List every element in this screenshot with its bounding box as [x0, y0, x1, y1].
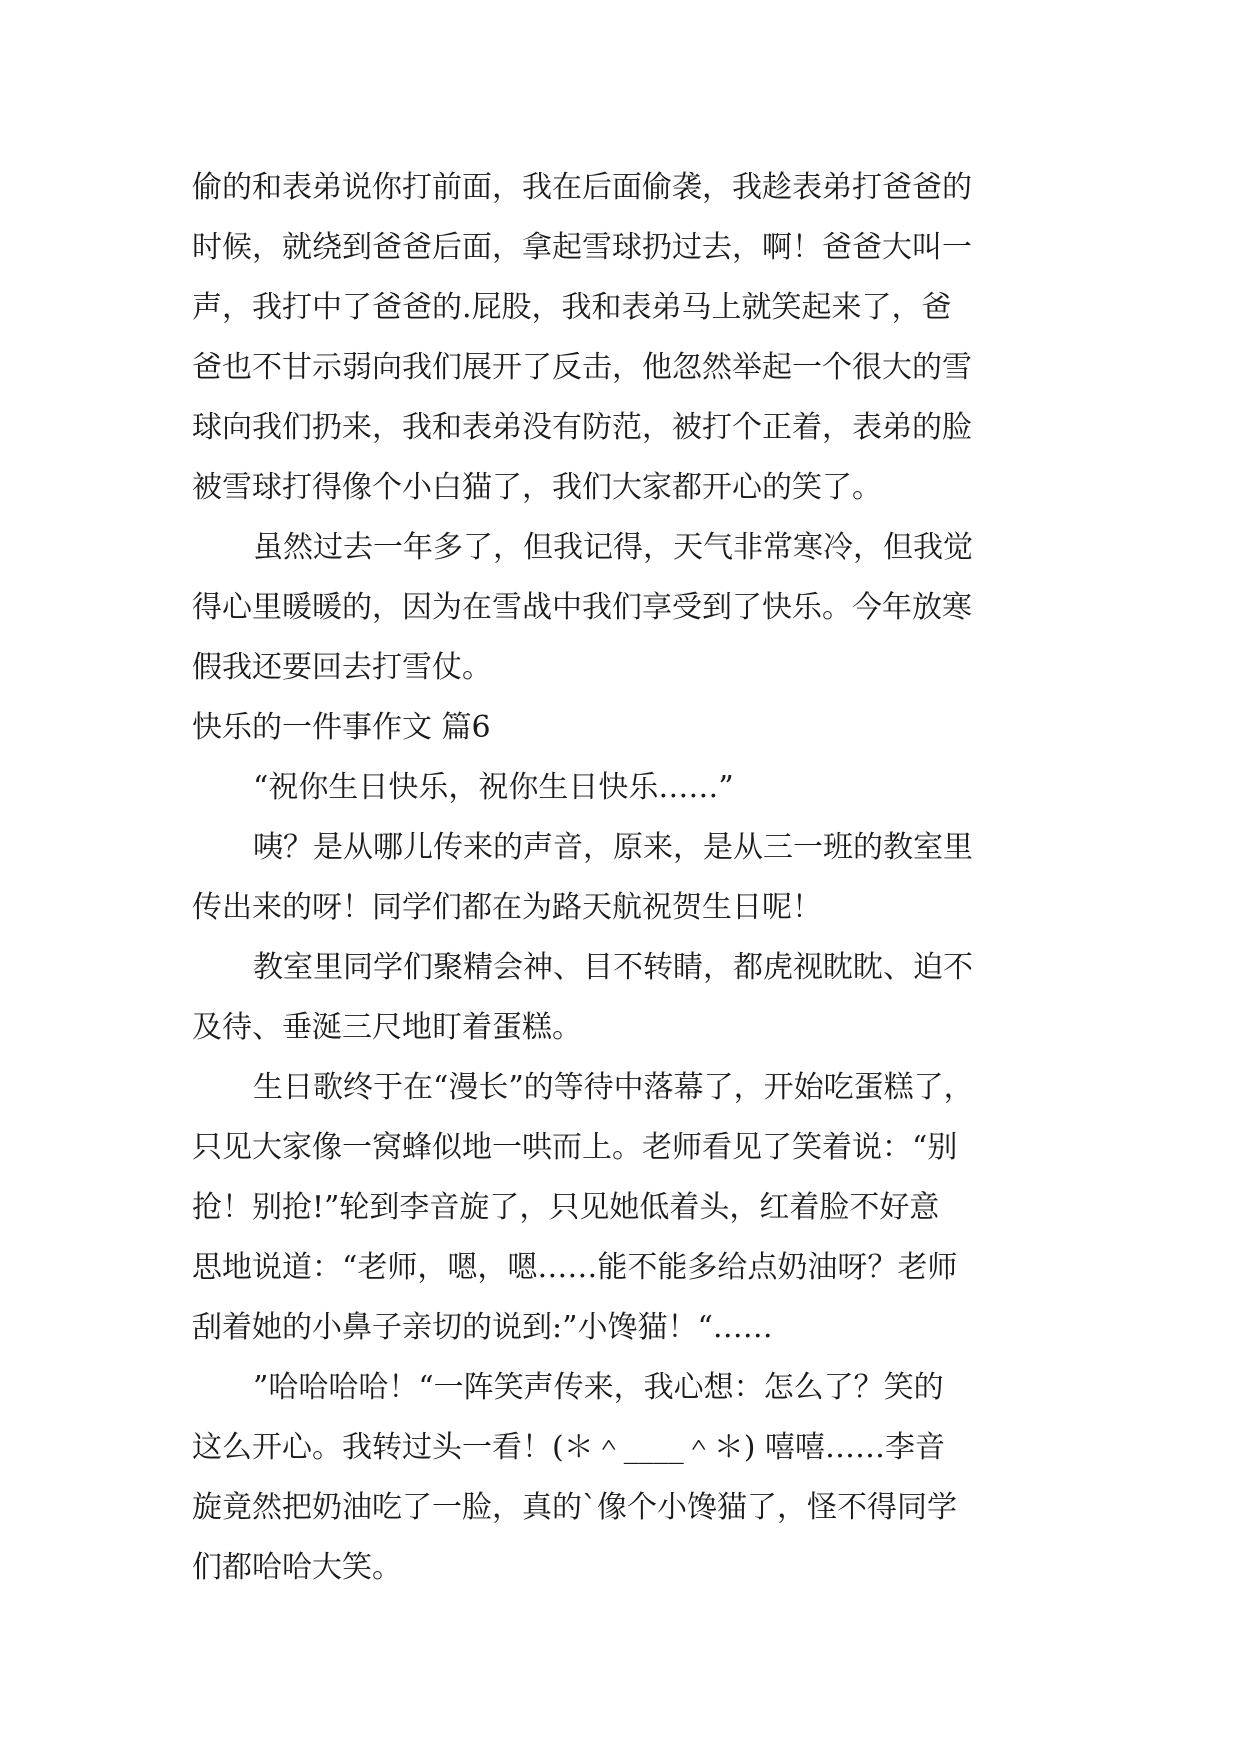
text-line: 得心里暖暖的，因为在雪战中我们享受到了快乐。今年放寒: [192, 590, 972, 625]
text-line: ”哈哈哈哈！“一阵笑声传来，我心想：怎么了？笑的: [253, 1370, 944, 1405]
text-line: 被雪球打得像个小白猫了，我们大家都开心的笑了。: [192, 470, 882, 505]
text-line: 这么开心。我转过头一看！(＊＾____＾＊) 嘻嘻……李音: [192, 1430, 945, 1465]
text-line: 只见大家像一窝蜂似地一哄而上。老师看见了笑着说：“别: [192, 1130, 958, 1165]
text-line: 传出来的呀！同学们都在为路天航祝贺生日呢！: [192, 890, 822, 925]
text-line: 及待、垂涎三尺地盯着蛋糕。: [192, 1010, 582, 1045]
text-line: 时候，就绕到爸爸后面，拿起雪球扔过去，啊！爸爸大叫一: [192, 230, 972, 265]
text-line: 声，我打中了爸爸的.屁股，我和表弟马上就笑起来了，爸: [192, 290, 952, 325]
text-line: 抢！别抢!”轮到李音旋了，只见她低着头，红着脸不好意: [192, 1190, 940, 1225]
text-line: 思地说道：“老师，嗯，嗯……能不能多给点奶油呀？老师: [192, 1250, 958, 1285]
essay-text: [192, 158, 1056, 1598]
text-line: 虽然过去一年多了，但我记得，天气非常寒冷，但我觉: [253, 530, 973, 565]
text-line: 生日歌终于在“漫长”的等待中落幕了，开始吃蛋糕了，: [253, 1070, 974, 1105]
text-line: 刮着她的小鼻子亲切的说到:”小馋猫！“……: [192, 1310, 773, 1345]
text-line: 教室里同学们聚精会神、目不转睛，都虎视眈眈、迫不: [253, 950, 973, 985]
text-line: 偷的和表弟说你打前面，我在后面偷袭，我趁表弟打爸爸的: [192, 170, 972, 205]
section-heading: 快乐的一件事作文 篇6: [192, 710, 491, 745]
text-line: 咦？是从哪儿传来的声音，原来，是从三一班的教室里: [253, 830, 973, 865]
text-line: 球向我们扔来，我和表弟没有防范，被打个正着，表弟的脸: [192, 410, 972, 445]
text-line: 爸也不甘示弱向我们展开了反击，他忽然举起一个很大的雪: [192, 350, 972, 385]
text-line: 旋竟然把奶油吃了一脸，真的`像个小馋猫了，怪不得同学: [192, 1490, 957, 1525]
text-line: 假我还要回去打雪仗。: [192, 650, 492, 685]
text-line: 们都哈哈大笑。: [192, 1550, 402, 1585]
text-line: “祝你生日快乐，祝你生日快乐……”: [253, 770, 734, 805]
